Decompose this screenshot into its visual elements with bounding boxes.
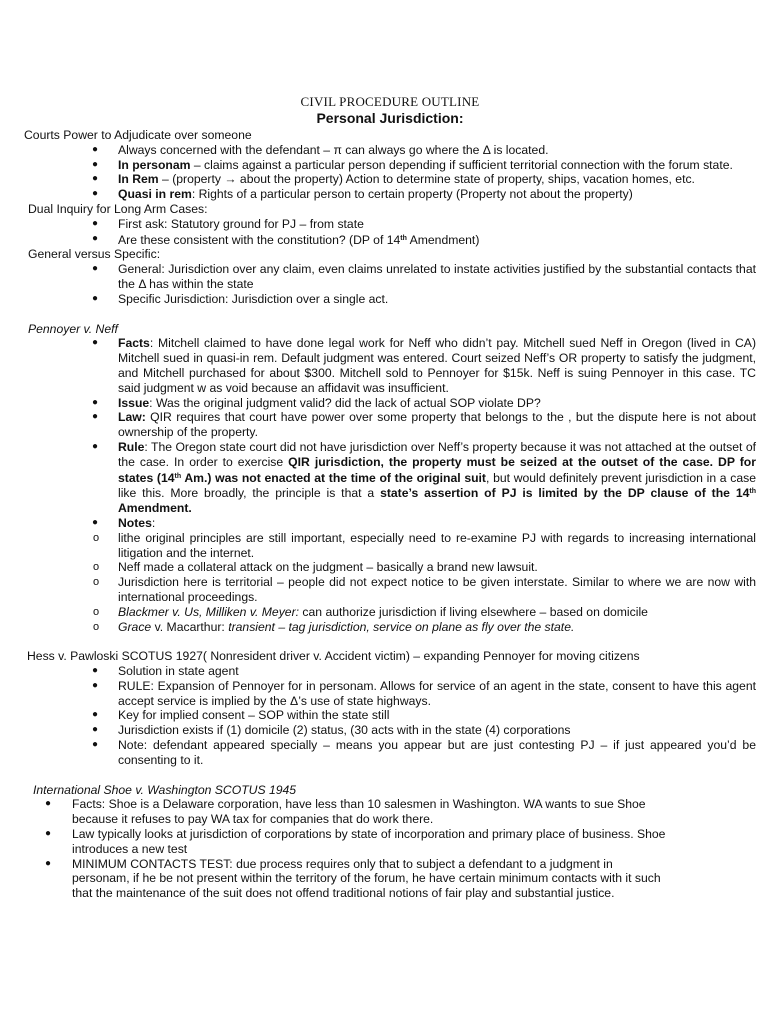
item-text: : [151, 515, 156, 530]
superscript: th [174, 472, 182, 480]
bullet-icon: ● [92, 411, 99, 423]
section-heading-power: Courts Power to Adjudicate over someone [24, 128, 252, 142]
list-item [0, 575, 768, 605]
bullet-icon: ● [92, 679, 99, 691]
list-item [0, 797, 768, 827]
bullet-icon: ● [45, 798, 52, 810]
bullet-icon: ● [92, 739, 99, 751]
item-line: Law typically looks at jurisdiction of corporations by state of incorporation and primary place of business. Shoe [72, 827, 666, 842]
list-item [0, 605, 768, 620]
list-item [0, 440, 768, 516]
bullet-icon: ● [45, 857, 52, 869]
item-line: personam, if he be not present within the territory of the forum, he have certain minimum contacts with it such [72, 871, 661, 886]
list-item [0, 560, 768, 575]
item-text: Neff made a collateral attack on the judgment – basically a brand new lawsuit. [118, 560, 538, 575]
item-line: MINIMUM CONTACTS TEST: due process requires only that to subject a defendant to a judgment in [72, 856, 613, 871]
item-line: Facts: Shoe is a Delaware corporation, have less than 10 salesmen in Washington. WA wants to sue Shoe [72, 797, 646, 812]
label-facts: Facts [118, 336, 150, 351]
item-line: introduces a new test [72, 841, 188, 856]
circle-bullet-icon: o [93, 531, 100, 544]
item-text: : Was the original judgment valid? did the lack of actual SOP violate DP? [149, 395, 541, 410]
item-text: First ask: Statutory ground for PJ – from state [118, 216, 364, 231]
item-text: Always concerned with the defendant – π can always go where the Δ is located. [118, 142, 549, 157]
case-heading-hess: Hess v. Pawloski SCOTUS 1927( Nonresident driver v. Accident victim) – expanding Pennoyer for moving citizens [27, 649, 640, 664]
rule-bold-text: Am.) was not enacted at the time of the original suit [181, 470, 486, 485]
item-line: that the maintenance of the suit does not offend traditional notions of fair play and substantial justice. [72, 886, 615, 901]
list-item [0, 158, 768, 173]
rule-bold-text: state’s assertion of PJ is limited by the DP clause of the 14 [380, 486, 750, 501]
list-item [0, 292, 768, 307]
item-text: RULE: Expansion of Pennoyer for in personam. Allows for service of an agent in the state, consent to have this agent accept service is implied by the Δ’s use of state highways. [118, 678, 756, 708]
bullet-icon: ● [92, 232, 99, 244]
superscript: th [749, 488, 756, 496]
list-item [0, 857, 768, 901]
list-item [0, 410, 768, 440]
circle-bullet-icon: o [93, 620, 100, 633]
document-title: CIVIL PROCEDURE OUTLINE [300, 94, 480, 109]
case-heading-international-shoe: International Shoe v. Washington SCOTUS 1945 [33, 782, 297, 797]
circle-bullet-icon: o [93, 605, 100, 618]
list-item [0, 217, 768, 232]
item-text: Amendment) [406, 232, 480, 247]
bullet-icon: ● [92, 396, 99, 408]
bullet-icon: ● [92, 217, 99, 229]
list-item [0, 738, 768, 768]
rule-bold-text: QIR jurisdiction, the property must be seized at the outset of the case. DP for states (14 [118, 454, 756, 485]
circle-bullet-icon: o [93, 576, 100, 589]
case-names: Blackmer v. Us, Milliken v. Meyer: [118, 604, 300, 619]
bullet-icon: ● [92, 188, 99, 200]
list-item [0, 232, 768, 248]
item-text: : Mitchell claimed to have done legal work for Neff who didn’t pay. Mitchell sued Neff in Oregon (lived in CA) Mitchell sued in quasi-in rem. Default judgment was entered. Court seized Neff’s OR property to satisfy the judgment, and Mitchell purchased for about $300. Mitchell sold to Pennoyer for $15k. Neff is suing Pennoyer in this case. TC said judgment w as void because an affidavit was insufficient. [118, 336, 756, 395]
item-text: , but would definitely prevent jurisdiction in a case like this. More broadly, the principle is that a [118, 470, 756, 501]
list-item [0, 143, 768, 158]
list-item [0, 723, 768, 738]
item-text: : The Oregon state court did not have jurisdiction over Neff’s property because it was not attached at the outset of the case. In order to exercise [118, 439, 756, 469]
item-text: Are these consistent with the constitution? (DP of 14 [118, 232, 401, 247]
item-line: because it refuses to pay WA tax for companies that do work there. [72, 812, 434, 827]
list-item [0, 187, 768, 202]
item-text: Jurisdiction exists if (1) domicile (2) status, (30 acts with in the state (4) corporations [118, 723, 571, 738]
list-item [0, 396, 768, 411]
list-item [0, 531, 768, 561]
bullet-icon: ● [92, 158, 99, 170]
list-item [0, 679, 768, 709]
item-text: Specific Jurisdiction: Jurisdiction over a single act. [118, 291, 389, 306]
item-text: Key for implied consent – SOP within the state still [118, 708, 390, 723]
label-notes: Notes [118, 515, 152, 530]
item-text: lithe original principles are still important, especially need to re-examine PJ with regards to increasing international litigation and the internet. [118, 530, 756, 560]
item-text: General: Jurisdiction over any claim, even claims unrelated to instate activities justified by the substantial contacts that the Δ has within the state [118, 262, 756, 291]
list-item [0, 262, 768, 292]
label-issue: Issue [118, 395, 150, 410]
case-heading-pennoyer: Pennoyer v. Neff [28, 321, 118, 336]
item-text: Solution in state agent [118, 664, 239, 679]
item-text: v. Macarthur: [151, 619, 229, 634]
bullet-icon: ● [92, 292, 99, 304]
document-subtitle: Personal Jurisdiction: [316, 110, 464, 126]
bullet-icon: ● [45, 828, 52, 840]
case-name: Grace [118, 619, 152, 634]
section-heading-general-specific: General versus Specific: [28, 247, 161, 262]
term-in-personam: In personam [118, 157, 191, 172]
list-item [0, 708, 768, 723]
bullet-icon: ● [92, 337, 99, 349]
item-text: – (property → about the property) Action to determine state of property, ships, vacation homes, etc. [158, 172, 695, 187]
bullet-icon: ● [92, 724, 99, 736]
list-item [0, 827, 768, 857]
list-item [0, 620, 768, 635]
list-item [0, 172, 768, 187]
label-law: Law: [118, 410, 146, 425]
bullet-icon: ● [92, 516, 99, 528]
item-text: QIR requires that court have power over some property that belongs to the , but the dispute here is not about ownership of the property. [118, 410, 756, 440]
item-text: can authorize jurisdiction if living elsewhere – based on domicile [299, 604, 648, 619]
list-item [0, 516, 768, 531]
item-text: Note: defendant appeared specially – means you appear but are just contesting PJ – if just appeared you’d be consenting to it. [118, 738, 756, 767]
superscript: th [400, 234, 407, 242]
circle-bullet-icon: o [93, 561, 100, 574]
list-item [0, 336, 768, 395]
rule-bold-text: Amendment. [118, 501, 192, 516]
bullet-icon: ● [92, 440, 99, 452]
item-text-italic: transient – tag jurisdiction, service on plane as fly over the state. [228, 619, 575, 634]
bullet-icon: ● [92, 709, 99, 721]
item-text: Jurisdiction here is territorial – people did not expect notice to be given interstate. Similar to where we are now with international proceedings. [118, 575, 756, 604]
section-heading-dual-inquiry: Dual Inquiry for Long Arm Cases: [28, 201, 208, 216]
item-text: : Rights of a particular person to certain property (Property not about the property) [191, 187, 633, 202]
term-quasi-in-rem: Quasi in rem [118, 187, 192, 202]
term-in-rem: In Rem [118, 172, 159, 187]
bullet-icon: ● [92, 263, 99, 275]
item-text: – claims against a particular person depending if sufficient territorial connection with the forum state. [190, 157, 733, 172]
label-rule: Rule [118, 439, 145, 454]
bullet-icon: ● [92, 143, 99, 155]
outline-body [0, 128, 768, 901]
bullet-icon: ● [92, 665, 99, 677]
bullet-icon: ● [92, 173, 99, 185]
list-item [0, 664, 768, 679]
